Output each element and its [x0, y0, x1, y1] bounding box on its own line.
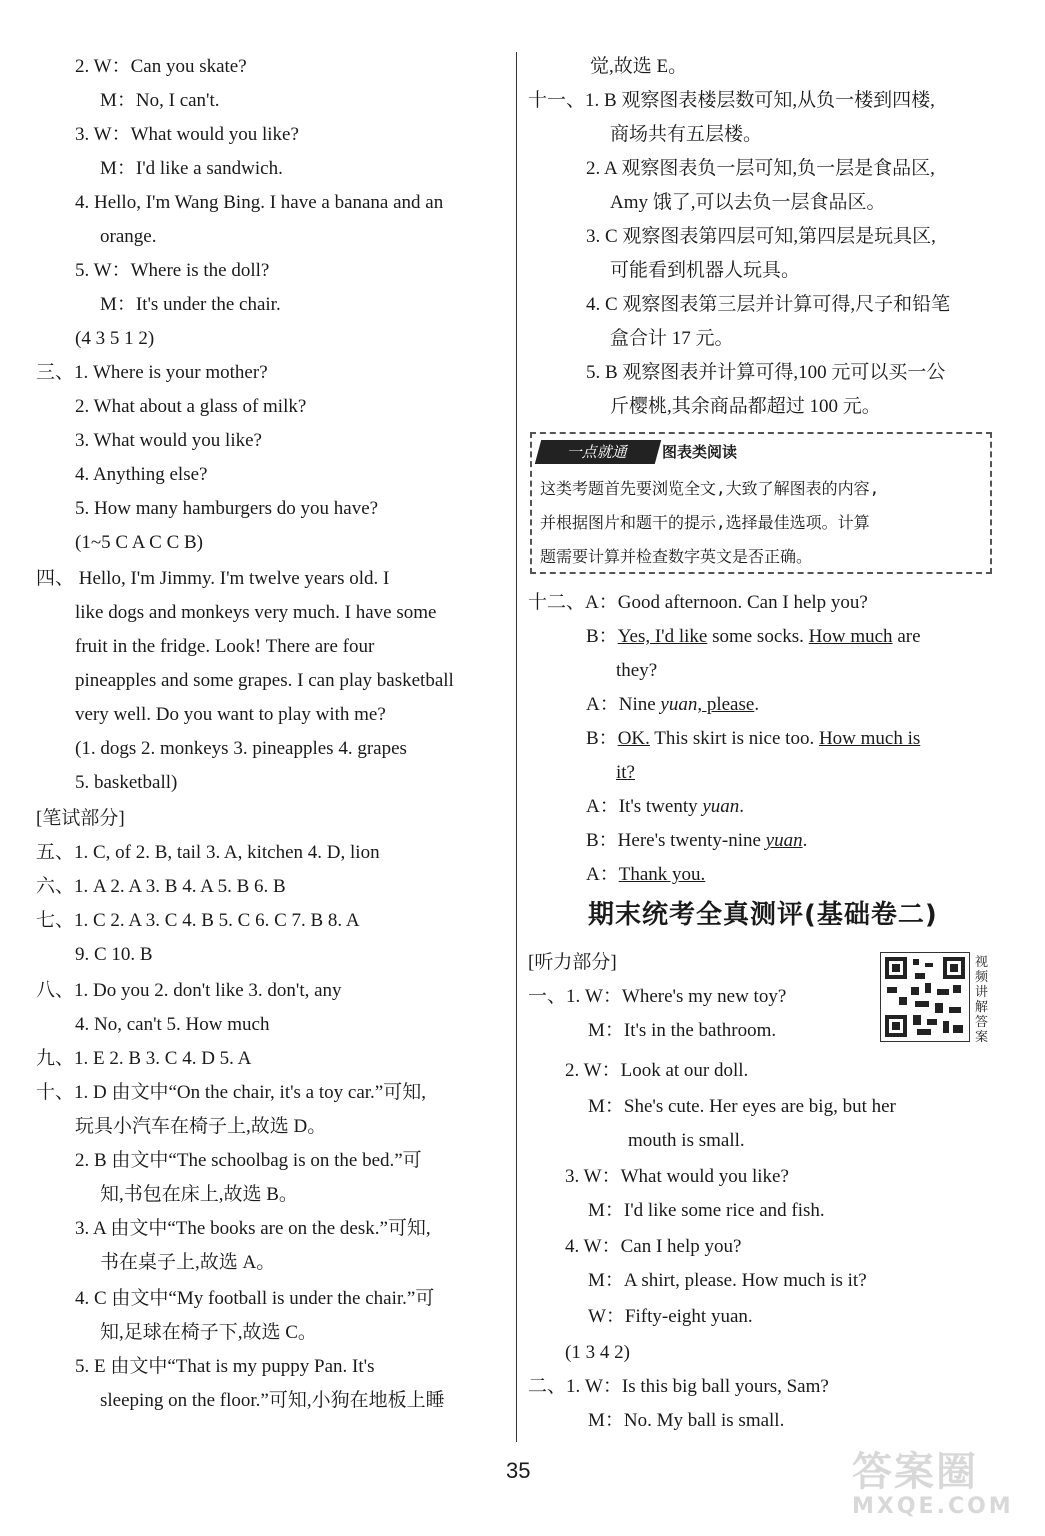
answer-line: very well. Do you want to play with me?: [75, 704, 386, 725]
tip-line-2: 并根据图片和题干的提示,选择最佳选项。计算: [540, 513, 870, 532]
watermark-logo: 答案圈: [852, 1449, 978, 1495]
dialog-line-2: B：Yes, I'd like some socks. How much are: [586, 626, 921, 647]
column-divider: [516, 52, 517, 1442]
answer-line: 书在桌子上,故选 A。: [100, 1252, 276, 1273]
dialog-line-8: B：Here's twenty-nine yuan.: [586, 830, 808, 851]
answer-line: 2. W：Can you skate?: [75, 56, 247, 77]
answer-line: 3. What would you like?: [75, 430, 262, 451]
dialog-line-1: 十二、A：Good afternoon. Can I help you?: [528, 592, 868, 613]
answer-line: (1~5 C A C C B): [75, 532, 203, 553]
answer-line: orange.: [100, 226, 157, 247]
qr-code-icon[interactable]: [880, 952, 970, 1042]
dialog-line-4: A：Nine yuan, please.: [586, 694, 760, 715]
answer-line: 商场共有五层楼。: [610, 124, 763, 145]
listening-line: mouth is small.: [628, 1130, 745, 1151]
answer-line: 4. No, can't 5. How much: [75, 1014, 270, 1035]
answer-line: 六、1. A 2. A 3. B 4. A 5. B 6. B: [36, 876, 286, 897]
answer-line: (1. dogs 2. monkeys 3. pineapples 4. grapes: [75, 738, 407, 759]
answer-line: 四、 Hello, I'm Jimmy. I'm twelve years old. I: [36, 568, 390, 589]
section-heading: 期末统考全真测评(基础卷二): [588, 900, 938, 930]
answer-line: 4. Anything else?: [75, 464, 208, 485]
tip-line-1: 这类考题首先要浏览全文,大致了解图表的内容,: [540, 479, 880, 498]
answer-line: 9. C 10. B: [75, 944, 153, 965]
qr-code-graphic: [881, 953, 969, 1041]
answer-line: 玩具小汽车在椅子上,故选 D。: [75, 1116, 327, 1137]
answer-line: 2. What about a glass of milk?: [75, 396, 307, 417]
answer-line: 斤樱桃,其余商品都超过 100 元。: [610, 396, 881, 417]
answer-line: 5. W：Where is the doll?: [75, 260, 270, 281]
answer-line: 十、1. D 由文中“On the chair, it's a toy car.”可知,: [36, 1082, 426, 1103]
answer-line: 5. B 观察图表并计算可得,100 元可以买一公: [586, 362, 946, 383]
listening-line: 一、1. W：Where's my new toy?: [528, 986, 787, 1007]
answer-line: 3. W：What would you like?: [75, 124, 299, 145]
dialog-line-9: A：Thank you.: [586, 864, 706, 885]
answer-line: 知,足球在椅子下,故选 C。: [100, 1322, 317, 1343]
page-number: 35: [506, 1458, 531, 1483]
answer-line: 十一、1. B 观察图表楼层数可知,从负一楼到四楼,: [528, 90, 935, 111]
watermark-url: MXQE.COM: [852, 1494, 1014, 1519]
answer-line: [笔试部分]: [36, 808, 125, 829]
answer-line: 4. C 由文中“My football is under the chair.”可: [75, 1288, 435, 1309]
answer-line: 4. Hello, I'm Wang Bing. I have a banana and an: [75, 192, 444, 213]
answer-line: Amy 饿了,可以去负一层食品区。: [610, 192, 886, 213]
tip-tag: 一点就通: [535, 440, 661, 464]
dialog-line-5: B：OK. This skirt is nice too. How much is: [586, 728, 921, 749]
answer-line: like dogs and monkeys very much. I have some: [75, 602, 437, 623]
answer-line: 3. A 由文中“The books are on the desk.”可知,: [75, 1218, 431, 1239]
answer-line: 觉,故选 E。: [590, 56, 688, 77]
answer-line: 五、1. C, of 2. B, tail 3. A, kitchen 4. D, lion: [36, 842, 380, 863]
dialog-line-3: they?: [616, 660, 658, 681]
answer-line: 3. C 观察图表第四层可知,第四层是玩具区,: [586, 226, 936, 247]
listening-line: (1 3 4 2): [565, 1342, 630, 1363]
watermark: [852, 1450, 1014, 1520]
listening-line: M：No. My ball is small.: [588, 1410, 785, 1431]
answer-line: M：I'd like a sandwich.: [100, 158, 283, 179]
tip-title: 图表类阅读: [662, 443, 738, 461]
answer-line: 5. basketball): [75, 772, 178, 793]
answer-line: 知,书包在床上,故选 B。: [100, 1184, 298, 1205]
answer-line: 5. E 由文中“That is my puppy Pan. It's: [75, 1356, 375, 1377]
answer-line: M：No, I can't.: [100, 90, 220, 111]
dialog-line-6: it?: [616, 762, 635, 783]
answer-line: pineapples and some grapes. I can play basketball: [75, 670, 454, 691]
answer-line: 2. A 观察图表负一层可知,负一层是食品区,: [586, 158, 935, 179]
answer-line: 三、1. Where is your mother?: [36, 362, 268, 383]
listening-line: M：A shirt, please. How much is it?: [588, 1270, 867, 1291]
dialog-line-7: A：It's twenty yuan.: [586, 796, 745, 817]
listening-line: M：She's cute. Her eyes are big, but her: [588, 1096, 896, 1117]
listening-line: M：It's in the bathroom.: [588, 1020, 777, 1041]
listening-line: 2. W：Look at our doll.: [565, 1060, 749, 1081]
answer-line: 4. C 观察图表第三层并计算可得,尺子和铅笔: [586, 294, 951, 315]
answer-line: 可能看到机器人玩具。: [610, 260, 801, 281]
answer-line: 2. B 由文中“The schoolbag is on the bed.”可: [75, 1150, 422, 1171]
listening-line: [听力部分]: [528, 952, 617, 973]
tip-box: [530, 432, 992, 574]
answer-line: sleeping on the floor.”可知,小狗在地板上睡: [100, 1390, 445, 1411]
answer-line: 八、1. Do you 2. don't like 3. don't, any: [36, 980, 342, 1001]
answer-line: fruit in the fridge. Look! There are four: [75, 636, 375, 657]
qr-caption: 视频讲解答案: [975, 955, 989, 1045]
listening-line: 3. W：What would you like?: [565, 1166, 789, 1187]
answer-line: 七、1. C 2. A 3. C 4. B 5. C 6. C 7. B 8. A: [36, 910, 360, 931]
listening-line: M：I'd like some rice and fish.: [588, 1200, 825, 1221]
answer-line: (4 3 5 1 2): [75, 328, 155, 349]
answer-line: 九、1. E 2. B 3. C 4. D 5. A: [36, 1048, 252, 1069]
listening-line: 4. W：Can I help you?: [565, 1236, 742, 1257]
answer-line: 5. How many hamburgers do you have?: [75, 498, 379, 519]
listening-line: W：Fifty-eight yuan.: [588, 1306, 753, 1327]
answer-line: M：It's under the chair.: [100, 294, 281, 315]
tip-line-3: 题需要计算并检查数字英文是否正确。: [540, 547, 813, 566]
listening-line: 二、1. W：Is this big ball yours, Sam?: [528, 1376, 829, 1397]
answer-line: 盒合计 17 元。: [610, 328, 734, 349]
